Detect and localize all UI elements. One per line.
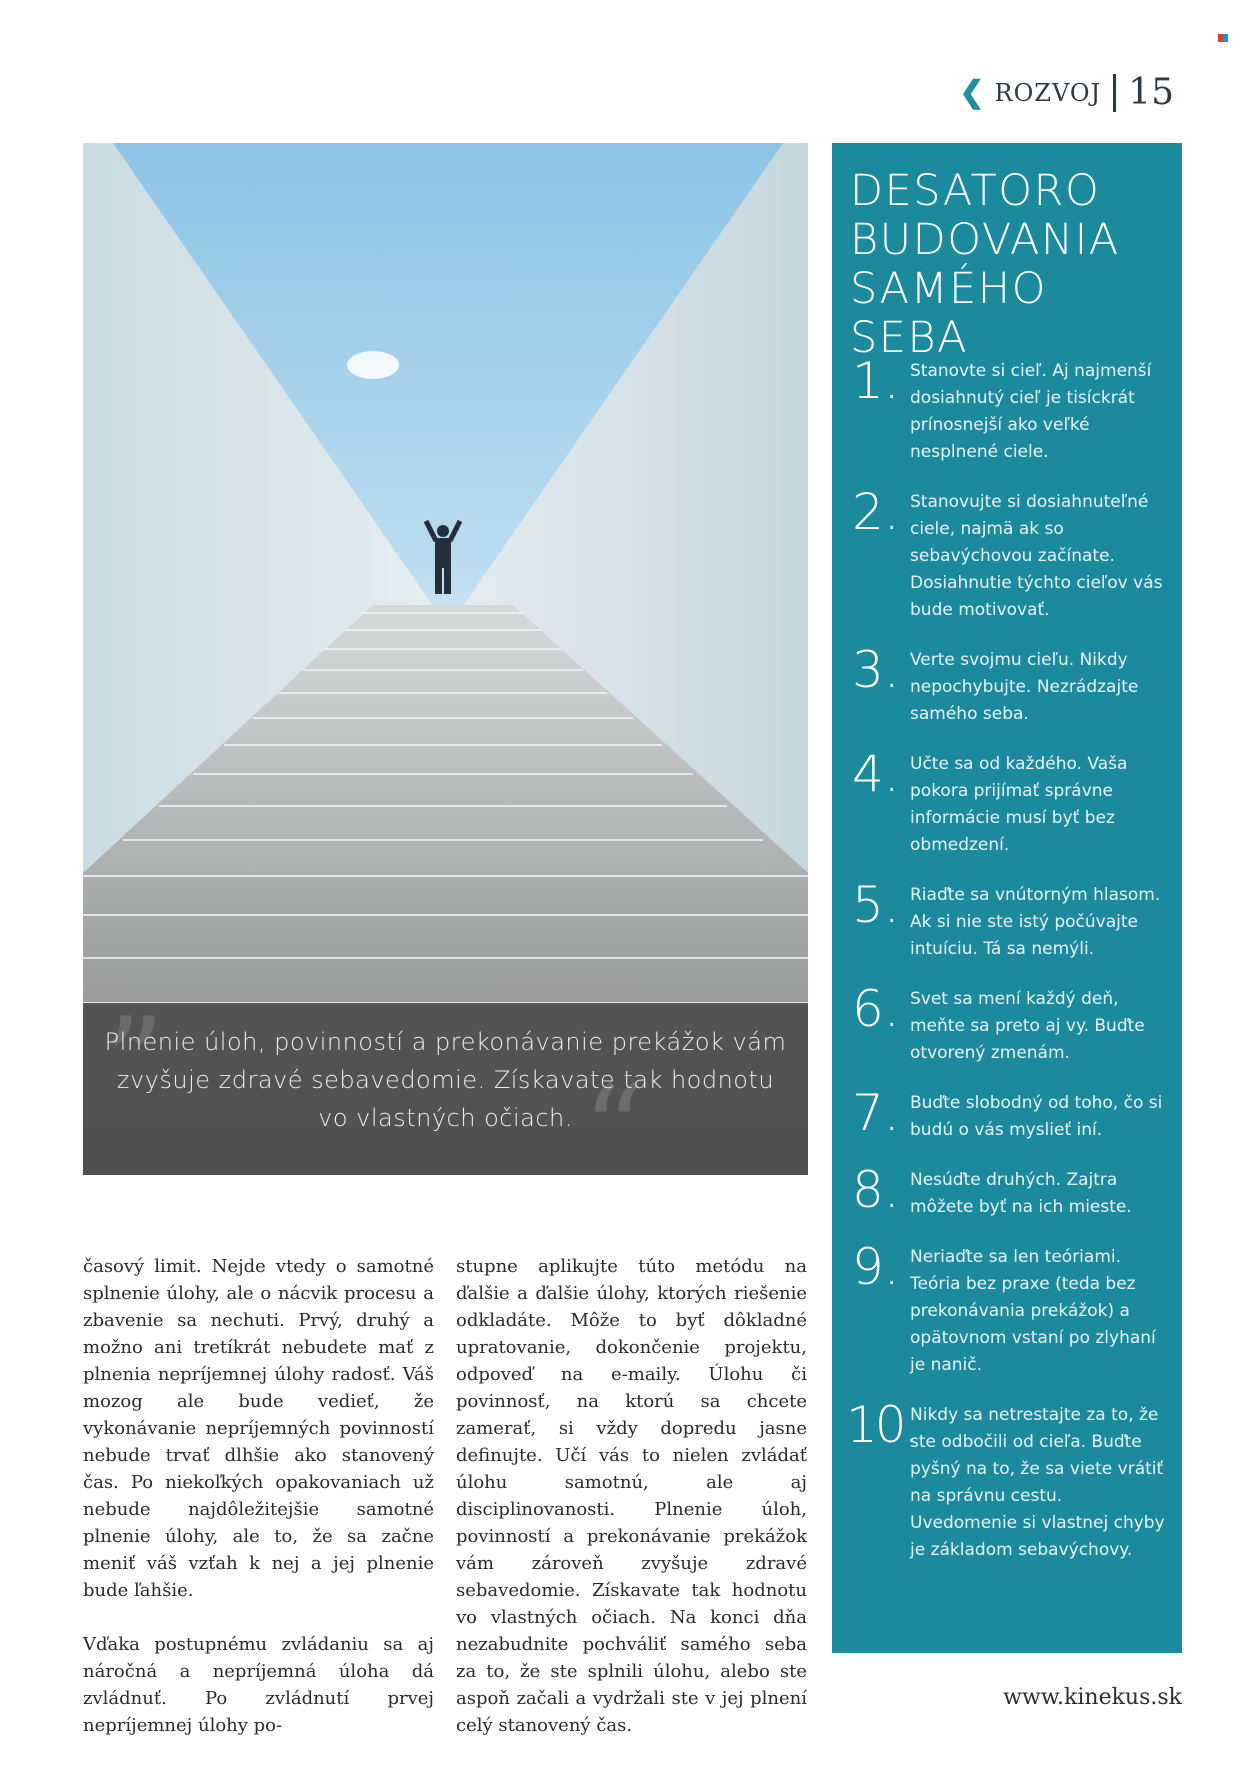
- footer-website-link[interactable]: www.kinekus.sk: [1003, 1685, 1182, 1710]
- tip-number: 4.: [852, 745, 900, 803]
- tip-number: 8.: [852, 1161, 900, 1219]
- tip-text: Nesúďte druhých. Zajtra môžete byť na ich mieste.: [910, 1170, 1132, 1217]
- article-column-right: [456, 1253, 807, 1766]
- tip-text: Učte sa od každého. Vaša pokora prijímať správne informácie musí byť bez obmedzení.: [910, 754, 1128, 855]
- sidebar-title: DESATORO BUDOVANIA SAMÉHO SEBA: [850, 166, 1120, 363]
- stairs-photo: [83, 143, 808, 1175]
- quote-open-icon: ”: [103, 993, 165, 1132]
- sidebar-box: [832, 143, 1182, 1653]
- tip-number: 2.: [852, 483, 900, 541]
- tip-number: 6.: [852, 980, 900, 1038]
- corner-mark-icon: [1218, 34, 1228, 42]
- tip-number: 10.: [846, 1396, 917, 1454]
- tip-text: Verte svojmu cieľu. Nikdy nepochybujte. Nezrádzajte samého seba.: [910, 650, 1139, 724]
- tip-number: 5.: [852, 876, 900, 934]
- page-number: 15: [1128, 72, 1174, 113]
- quote-close-icon: “: [583, 1061, 645, 1175]
- header-divider: [1113, 74, 1116, 112]
- chevron-left-icon: ❮: [959, 74, 985, 110]
- tip-number: 7.: [852, 1084, 900, 1142]
- tip-number: 9.: [852, 1238, 900, 1296]
- tip-number: 3.: [852, 641, 900, 699]
- pull-quote: [83, 993, 808, 1175]
- tip-text: Riaďte sa vnútorným hlasom. Ak si nie ste istý počúvajte intuíciu. Tá sa nemýli.: [910, 885, 1161, 959]
- article-paragraph: stupne aplikujte túto metódu na ďalšie a ďalšie úlohy, ktorých riešenie odkladáte. Môže to byť dôkladné upratovanie, dokončenie projektu, odpoveď na e-maily. Úlohu či povinnosť, na ktorú sa chcete zamerať, si vždy dopredu jasne definujte. Učí vás to nielen zvládať úlohu samotnú, ale aj disciplinovanosti. Plnenie úloh, povinností a prekonávanie prekážok vám zároveň zvyšuje zdravé sebavedomie. Získavate tak hodnotu vo vlastných očiach. Na konci dňa nezabudnite pochváliť samého seba za to, že ste splnili úlohu, alebo ste aspoň začali a vydržali ste v jej plnení celý stanovený čas.: [456, 1256, 807, 1736]
- article-paragraph: Vďaka postupnému zvládaniu sa aj náročná a nepríjemná úloha dá zvládnuť. Po zvládnutí prvej nepríjemnej úlohy po-: [83, 1634, 434, 1736]
- section-label: ROZVOJ: [994, 78, 1102, 107]
- person-figure: [426, 521, 460, 594]
- pull-quote-text: Plnenie úloh, povinností a prekonávanie prekážok vám zvyšuje zdravé sebavedomie. Získavate tak hodnotu vo vlastných očiach.: [104, 1028, 787, 1132]
- article-paragraph: časový limit. Nejde vtedy o samotné splnenie úlohy, ale o nácvik procesu a zbavenie sa nechuti. Prvý, druhý a možno ani tretíkrát nebudete mať z plnenia nepríjemnej úlohy radosť. Váš mozog ale bude vedieť, že vykonávanie nepríjemných povinností nebude trvať dlhšie ako stanovený čas. Po niekoľkých opakovaniach už nebude najdôležitejšie samotné plnenie úlohy, ale to, že sa začne meniť váš vzťah k nej a jej plnenie bude ľahšie.: [83, 1256, 434, 1601]
- tip-text: Neriaďte sa len teóriami. Teória bez praxe (teda bez prekonávania prekážok) a opätovnom vstaní po zlyhaní je nanič.: [910, 1247, 1156, 1375]
- cloud: [347, 351, 399, 379]
- tip-text: Stanovujte si dosiahnuteľné ciele, najmä ak so sebavýchovou začínate. Dosiahnutie týchto cieľov vás bude motivovať.: [910, 492, 1163, 620]
- article-column-left: [83, 1253, 434, 1766]
- tip-text: Svet sa mení každý deň, meňte sa preto aj vy. Buďte otvorený zmenám.: [910, 989, 1145, 1063]
- tip-text: Nikdy sa netrestajte za to, že ste odbočili od cieľa. Buďte pyšný na to, že sa viete vrátiť na správnu cestu. Uvedomenie si vlastnej chyby je základom sebavýchovy.: [910, 1405, 1165, 1560]
- tip-text: Stanovte si cieľ. Aj najmenší dosiahnutý cieľ je tisíckrát prínosnejší ako veľké nesplnené ciele.: [910, 361, 1152, 462]
- page-header: [959, 72, 1174, 113]
- tip-number: 1.: [852, 352, 900, 410]
- tip-text: Buďte slobodný od toho, čo si budú o vás myslieť iní.: [910, 1093, 1163, 1140]
